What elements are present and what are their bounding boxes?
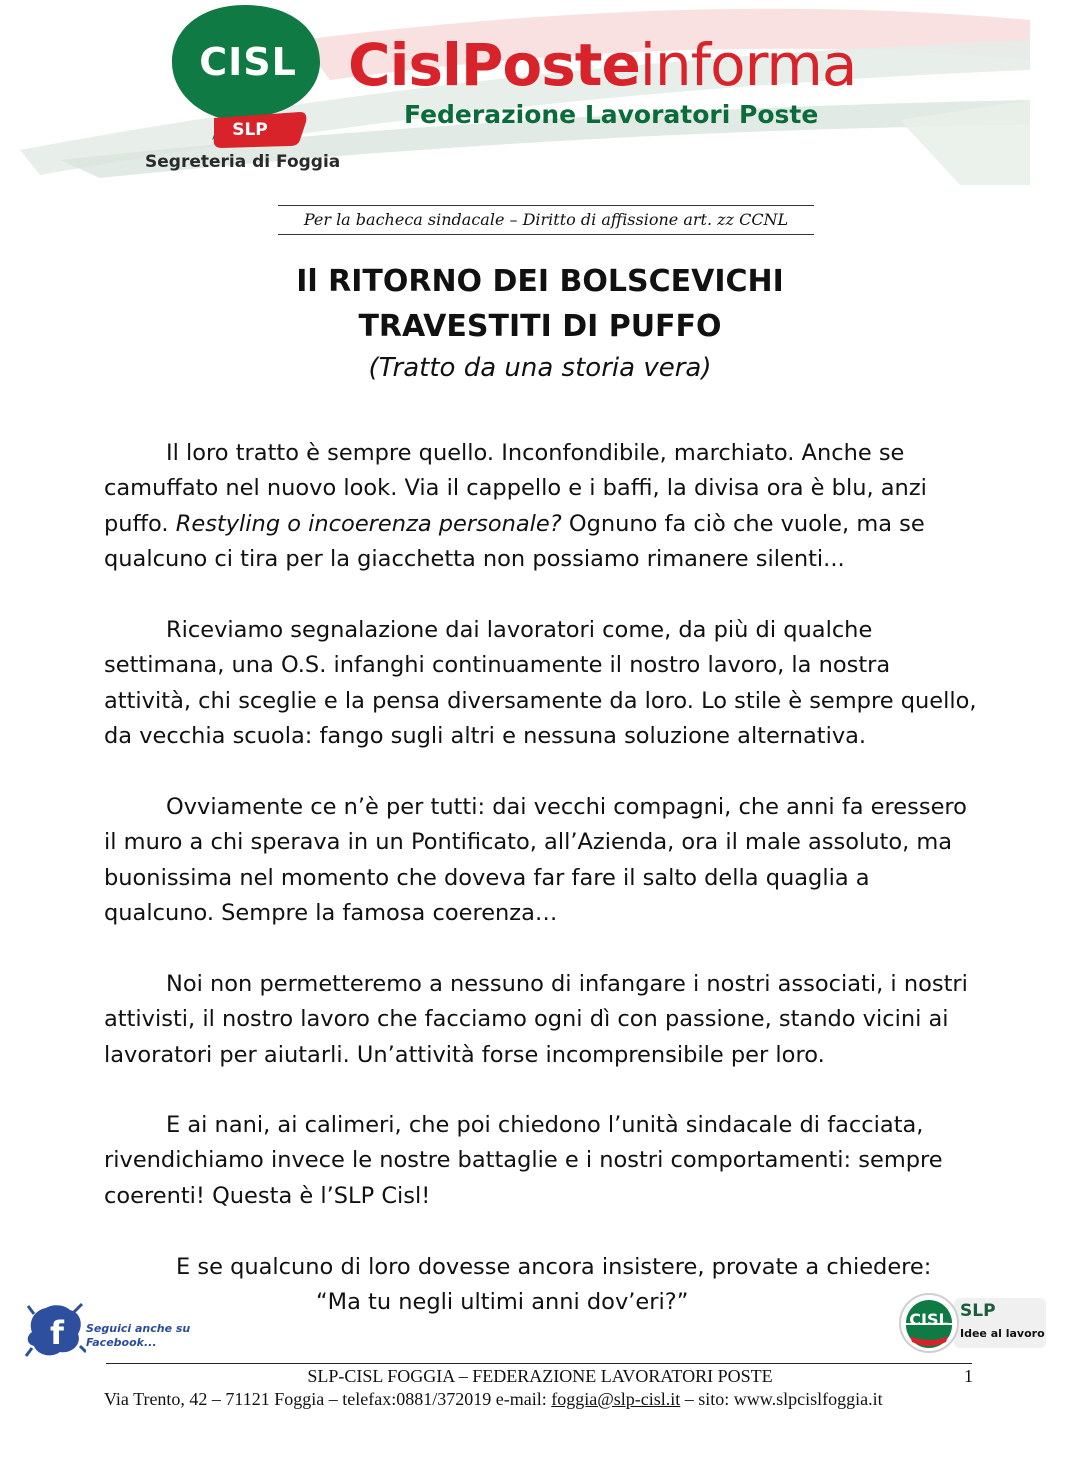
letterhead <box>0 0 1080 190</box>
page-number: 1 <box>964 1366 973 1386</box>
paragraph-5 <box>104 1108 984 1214</box>
slp-logo-slp: SLP <box>960 1301 996 1321</box>
closing-quote: “Ma tu negli ultimi anni dov’eri?” <box>316 1289 689 1315</box>
paragraph-2-text: Riceviamo segnalazione dai lavoratori come, da più di qualche settimana, una O.S. infanghi continuamente il nostro lavoro, la nostra attività, chi sceglie e la pensa diversamente da loro. Lo stile è sempre quello, da vecchia scuola: fango sugli altri e nessuna soluzione alternativa. <box>104 617 977 750</box>
footer-organization: SLP-CISL FOGGIA – FEDERAZIONE LAVORATORI POSTE <box>307 1366 773 1386</box>
paragraph-1-end: Ognuno fa ciò che vuole, ma se qualcuno ci tira per la giacchetta non possiamo rimanere silenti... <box>104 510 925 573</box>
brand-subtitle: Federazione Lavoratori Poste <box>404 100 819 129</box>
paragraph-6-text: E se qualcuno di loro dovesse ancora insistere, provate a chiedere: <box>176 1254 932 1280</box>
slp-logo-cisl: CISL <box>909 1310 949 1329</box>
footer-divider <box>106 1363 972 1364</box>
brand-title <box>348 30 856 100</box>
slp-logo-tagline: Idee al lavoro <box>960 1327 1045 1340</box>
footer-address: Via Trento, 42 – 71121 Foggia – telefax:0881/372019 e-mail: <box>104 1389 552 1409</box>
notice-line: Per la bacheca sindacale – Diritto di affissione art. zz CCNL <box>278 205 814 235</box>
brand-title-bold: CislPoste <box>348 31 640 99</box>
page-title-line-1: Il RITORNO DEI BOLSCEVICHI <box>296 264 784 299</box>
brand-title-light: informa <box>639 31 857 99</box>
page-title-line-2: TRAVESTITI DI PUFFO <box>358 309 722 344</box>
paragraph-3-text: Ovviamente ce n’è per tutti: dai vecchi compagni, che anni fa eressero il muro a chi sperava in un Pontificato, all’Azienda, ora il male assoluto, ma buonissima nel momento che doveva far fare il salto della quaglia a qualcuno. Sempre la famosa coerenza… <box>104 794 967 927</box>
svg-text:f: f <box>50 1314 64 1352</box>
facebook-link[interactable] <box>24 1302 224 1362</box>
slp-logo <box>896 1292 1050 1354</box>
paragraph-1-start: Il loro tratto è sempre quello. Inconfondibile, marchiato. Anche se camuffato nel nuovo look. Via il cappello e i baffi, la divisa ora è blu, anzi puffo. <box>104 440 927 537</box>
facebook-text: Seguici anche su Facebook... <box>86 1322 191 1349</box>
cisl-logo-text: CISL <box>199 40 297 84</box>
paragraph-2 <box>104 613 984 755</box>
paragraph-1 <box>104 436 984 578</box>
page-subtitle: (Tratto da una storia vera) <box>368 353 712 383</box>
footer-email-link[interactable]: foggia@slp-cisl.it <box>551 1389 681 1409</box>
paragraph-3 <box>104 790 984 932</box>
footer-contacts <box>104 1389 883 1410</box>
paragraph-1-italic: Restyling o incoerenza personale? <box>175 510 562 537</box>
paragraph-4-text: Noi non permetteremo a nessuno di infangare i nostri associati, i nostri attivisti, il nostro lavoro che facciamo ogni dì con passione, stando vicini ai lavoratori per aiutarli. Un’attività forse incomprensibile per loro. <box>104 971 968 1068</box>
facebook-icon <box>24 1302 86 1358</box>
office-name: Segreteria di Foggia <box>145 152 341 172</box>
footer-site: – sito: www.slpcislfoggia.it <box>680 1389 883 1409</box>
paragraph-5-text: E ai nani, ai calimeri, che poi chiedono l’unità sindacale di facciata, rivendichiamo invece le nostre battaglie e i nostri comportamenti: sempre coerenti! Questa è l’SLP Cisl! <box>104 1112 943 1209</box>
slp-logo-text: SLP <box>232 120 268 140</box>
paragraph-6 <box>104 1250 984 1285</box>
paragraph-4 <box>104 967 984 1073</box>
